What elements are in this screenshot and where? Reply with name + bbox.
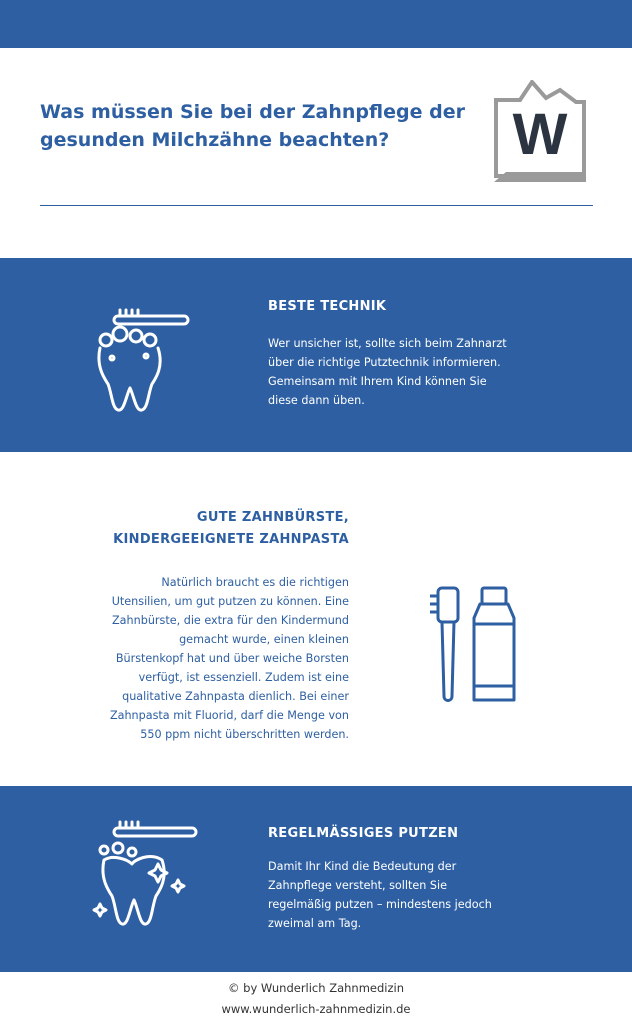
footer-website-link[interactable]: www.wunderlich-zahnmedizin.de [221,1002,411,1016]
logo-letter: W [512,102,568,167]
section-text-regelmaessig: Damit Ihr Kind die Bedeutung der Zahnpflege versteht, sollten Sie regelmäßig putzen – mindestens jedoch zweimal am Tag. [268,860,492,930]
section-title-regelmaessig: REGELMÄSSIGES PUTZEN [268,826,459,841]
section-title-line1: GUTE ZAHNBÜRSTE, [196,510,349,525]
logo [490,80,590,184]
section-title-zahnbuerste [49,507,349,551]
section-text-zahnbuerste: Natürlich braucht es die richtigen Utensilien, um gut putzen zu können. Eine Zahnbürste, die extra für den Kindermund gemacht wurde, einen kleinen Bürstenkopf hat und über weiche Borsten verfügt, ist essenziell. Zudem ist eine qualitative Zahnpasta dienlich. Bei einer Zahnpasta mit Fluorid, darf die Menge von 550 ppm nicht überschritten werden. [109,576,349,741]
toothbrush-and-toothpaste-icon [430,584,530,704]
footer [0,978,632,1020]
section-title-beste-technik: BESTE TECHNIK [268,299,387,314]
section-text-beste-technik: Wer unsicher ist, sollte sich beim Zahnarzt über die richtige Putztechnik informieren. Gemeinsam mit Ihrem Kind können Sie diese dann üben. [268,337,507,407]
top-bar [0,0,632,48]
sparkling-tooth-icon [92,820,202,934]
footer-copyright: © by Wunderlich Zahnmedizin [227,981,404,995]
page-title: Was müssen Sie bei der Zahnpflege der gesunden Milchzähne beachten? [40,101,465,151]
header-divider [40,205,593,206]
section-title-line2: KINDERGEEIGNETE ZAHNPASTA [113,532,349,547]
tooth-brushing-icon [90,306,190,416]
